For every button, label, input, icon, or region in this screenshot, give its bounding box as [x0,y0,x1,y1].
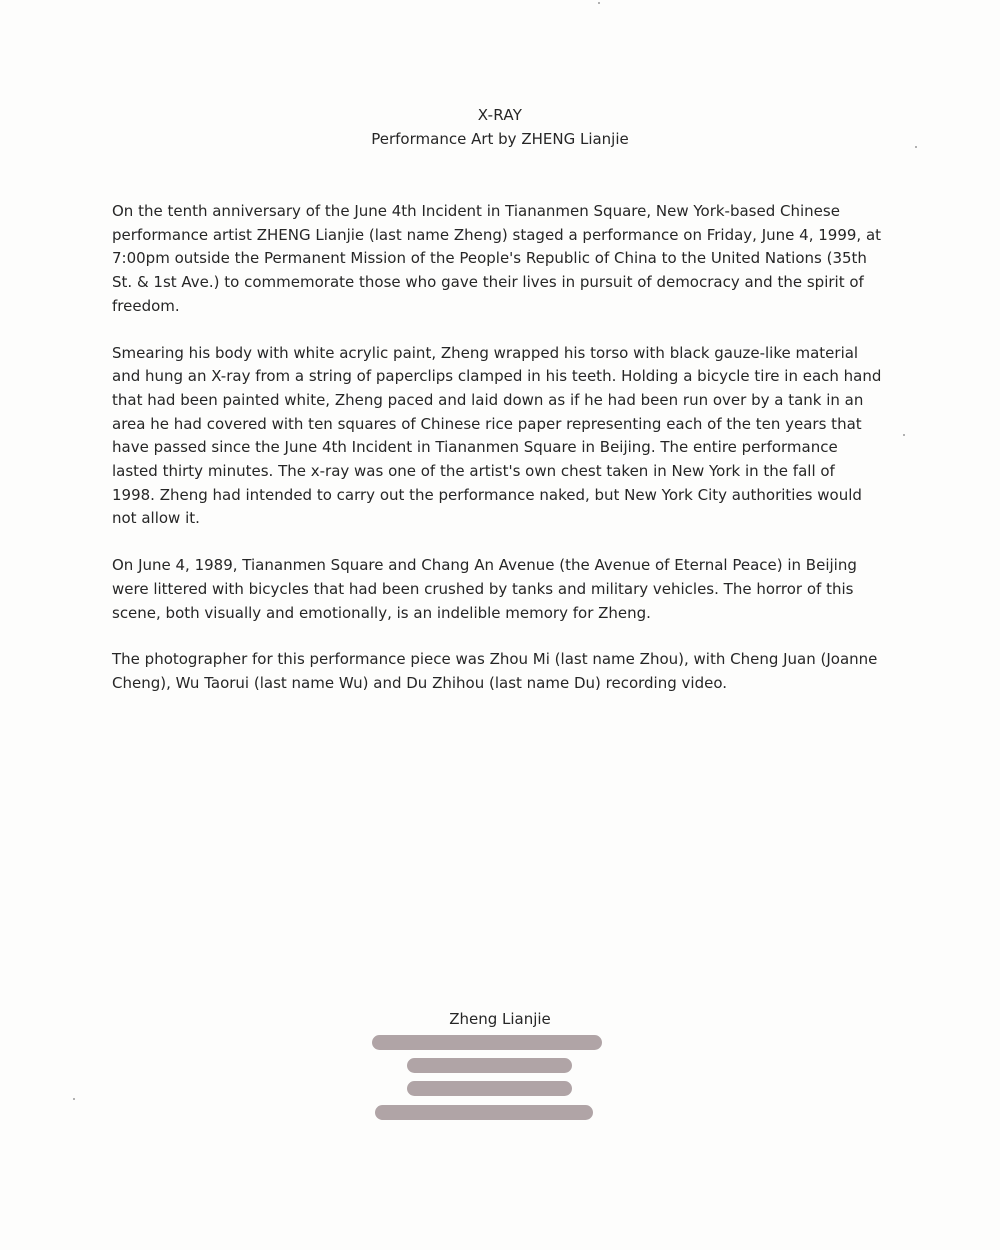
document-subtitle: Performance Art by ZHENG Lianjie [371,130,629,148]
redaction-bar [375,1105,593,1120]
scan-speck [915,146,917,148]
scan-speck [598,2,600,4]
redaction-bar [407,1081,572,1096]
paragraph-performance: Smearing his body with white acrylic paint, Zheng wrapped his torso with black gauze-like material and hung an X-ray from a string of paperclips clamped in his teeth. Holding a bicycle tire in each hand that had been painted white, Zheng paced and laid down as if he had been run over by a tank in an area he had covered with ten squares of Chinese rice paper representing each of the ten years that have passed since the June 4th Incident in Tiananmen Square in Beijing. The entire performance lasted thirty minutes. The x-ray was one of the artist's own chest taken in New York in the fall of 1998. Zheng had intended to carry out the performance naked, but New York City authorities would not allow it. [112,343,882,528]
paragraph-1989: On June 4, 1989, Tiananmen Square and Chang An Avenue (the Avenue of Eternal Peace) in Beijing were littered with bicycles that had been crushed by tanks and military vehicles. The horror of this scene, both visually and emotionally, is an indelible memory for Zheng. [112,556,857,622]
redaction-bar [372,1035,602,1050]
scan-speck [73,1098,75,1100]
paragraph-credits: The photographer for this performance piece was Zhou Mi (last name Zhou), with Cheng Juan (Joanne Cheng), Wu Taorui (last name Wu) and Du Zhihou (last name Du) recording video. [112,650,878,692]
paragraph-anniversary: On the tenth anniversary of the June 4th Incident in Tiananmen Square, New York-based Chinese performance artist ZHENG Lianjie (last name Zheng) staged a performance on Friday, June 4, 1999, at 7:00pm outside the Permanent Mission of the People's Republic of China to the United Nations (35th St. & 1st Ave.) to commemorate those who gave their lives in pursuit of democracy and the spirit of freedom. [112,202,882,315]
signature-name: Zheng Lianjie [449,1010,551,1028]
document-title: X-RAY [477,106,523,124]
redaction-bar [407,1058,572,1073]
document-body [112,200,882,719]
scan-speck [903,434,905,436]
